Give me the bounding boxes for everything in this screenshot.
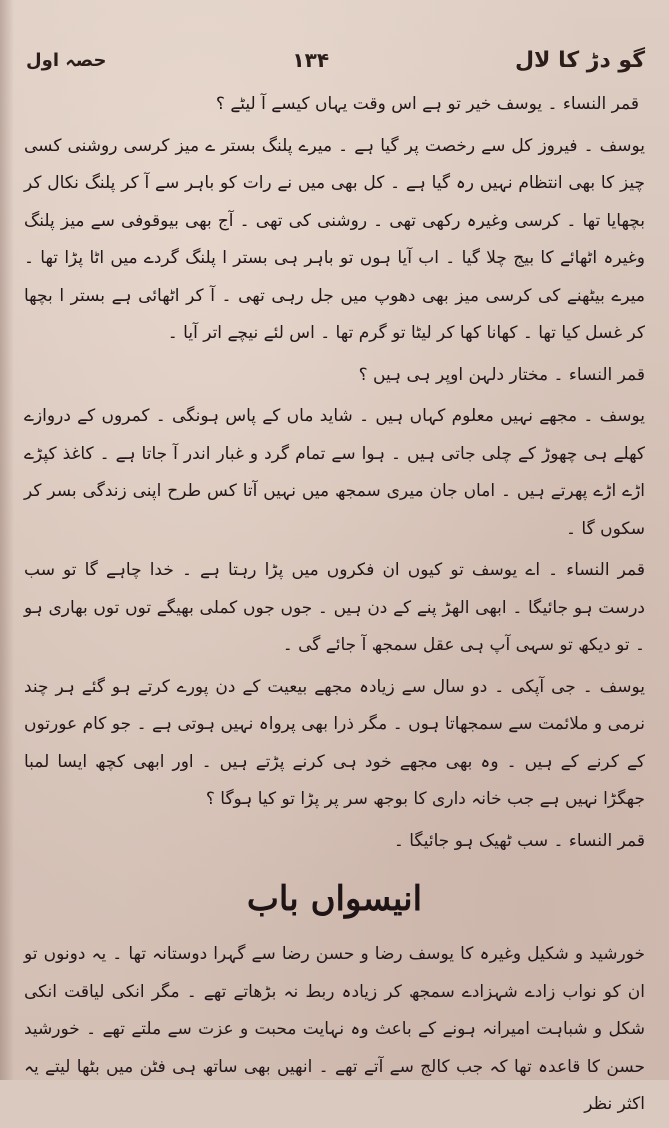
page-number: ۱۳۴ (292, 48, 330, 72)
dialogue-paragraph: یوسف ۔ فیروز کل سے رخصت پر گیا ہے ۔ میرے پلنگ بستر ے میز کرسی روشنی کسی چیز کا بھی انتظام نہیں رہ گیا ہے ۔ کل بھی میں نے رات کو باہر سے آ کر پلنگ نکال کر بچھایا تھا ۔ کرسی وغیرہ رکھی تھی ۔ روشنی کی تھی ۔ آج بھی بیوقوفی سے میز پلنگ وغیرہ اٹھائے کا بیج چلا گیا ۔ اب آیا ہوں تو باہر ہی بستر ا پلنگ گردے میں اٹا پڑا تھا ۔ میرے بیٹھنے کی کرسی میز بھی دھوپ میں جل رہی تھی ۔ آ کر اٹھائی ہے بستر ا بچھا کر غسل کیا تھا ۔ کھانا کھا کر لیٹا تو گرم تھا ۔ اس لئے نیچے اتر آیا ۔ (24, 135, 645, 343)
dialogue-paragraph: یوسف ۔ مجھے نہیں معلوم کہاں ہیں ۔ شاید ماں کے پاس ہونگی ۔ کمروں کے دروازے کھلے ہی چھوڑ کے چلی جاتی ہیں ۔ ہوا سے تمام گرد و غبار اندر آ جاتا ہے ۔ کاغذ کپڑے اڑے اڑے پھرتے ہیں ۔ اماں جان میری سمجھ میں نہیں آتا کس طرح اپنی زندگی بسر کر سکوں گا ۔ (24, 406, 645, 539)
section-label: حصہ اول (26, 49, 107, 71)
dialogue-paragraph: یوسف ۔ جی آپکی ۔ دو سال سے زیادہ مجھے بیعیت کے دن پورے کرتے ہو گئے ہر چند نرمی و ملائمت سے سمجھاتا ہوں ۔ مگر ذرا بھی پرواہ نہیں ہوتی ہے ۔ جو کام عورتوں کے کرنے کے ہیں ۔ وہ بھی مجھے خود ہی کرنے پڑتے ہیں ۔ اور ابھی کچھ ایسا لمبا جھگڑا نہیں ہے جب خانہ داری کا بوجھ سر پر پڑا تو کیا ہوگا ؟ (24, 676, 645, 809)
dialogue-paragraph: قمر النساء ۔ اے یوسف تو کیوں ان فکروں میں پڑا رہتا ہے ۔ خدا چاہے گا تو سب درست ہو جائیگا ۔ ابھی الھڑ پنے کے دن ہیں ۔ جوں جوں کملی بھیگے توں توں بھاری ہو ۔ تو دیکھ تو سہی آپ ہی عقل سمجھ آ جائے گی ۔ (24, 560, 645, 655)
dialogue-paragraph: قمر النساء ۔ مختار دلہن اوپر ہی ہیں ؟ (358, 364, 645, 385)
chapter-paragraph: خورشید و شکیل وغیرہ کا یوسف رضا و حسن رضا سے گہرا دوستانہ تھا ۔ یہ دونوں تو ان کو نواب زادے شہزادے سمجھ کر زیادہ ربط نہ بڑھاتے تھے ۔ مگر انکی لیاقت انکی شکل و شباہت امیرانہ ہونے کے باعث وہ نہایت محبت و عزت سے ملتے تھے ۔ خورشید حسن کا قاعدہ تھا کہ جب کالج سے آتے تھے ۔ انھیں بھی ساتھ ہی فٹن میں بٹھا لیتے یہ اکثر نظر (24, 944, 645, 1114)
page-header (26, 40, 645, 80)
chapter-heading: انیسواں باب (246, 879, 423, 919)
dialogue-paragraph: قمر النساء ۔ سب ٹھیک ہو جائیگا ۔ (393, 830, 645, 851)
dialogue-paragraph: قمر النساء ۔ یوسف خیر تو ہے اس وقت یہاں کیسے آ لیٹے ؟ (215, 94, 639, 114)
page-edge-shadow (0, 0, 14, 1080)
page-body (24, 86, 645, 1128)
book-title: گو دڑ کا لال (514, 47, 645, 73)
